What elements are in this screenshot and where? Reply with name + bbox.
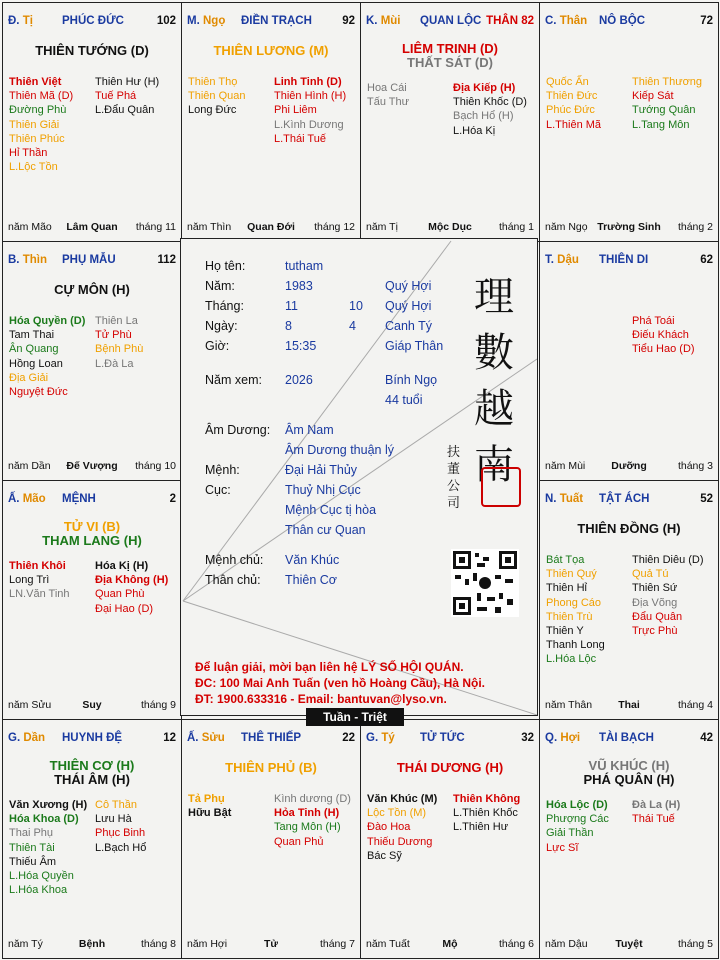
minor-star: Đại Hao (D) bbox=[95, 602, 154, 615]
palace-ti[interactable] bbox=[2, 2, 182, 242]
main-star: THIÊN TƯỚNG (D) bbox=[35, 43, 149, 58]
palace-header bbox=[545, 254, 713, 268]
palace-footer bbox=[187, 221, 355, 235]
palace-footer bbox=[366, 221, 534, 235]
minor-star: LN.Văn Tinh bbox=[9, 588, 70, 601]
info-can-chi: Giáp Thân bbox=[385, 339, 444, 353]
minor-star: Thiên Thọ bbox=[188, 76, 238, 88]
center-info-panel: Họ tên: tutham Năm: 1983 Quý Hợi Tháng: 11 10 Quý Hợi Ngày: 8 4 Canh Tý Giờ: 15:35 Giáp Thân Năm xem: 2026 Bính Ngọ 44 tuổi Âm Dương: Âm Nam Âm Dương thuận lý Mệnh: Đại Hải Thủy Cục: Thuỷ Nhị Cục Mệnh Cục tị hòa Thân cư Quan Mệnh chủ: Văn Khúc Thân chủ: Thiên Cơ 理 數 越 南 扶董公司 Để luận giải, mời bạn liên hệ LÝ SỐ HỘI QUÁN. ĐC: 100 Mai Anh Tuấn (ven hồ Hoàng Cầu), Hà Nội. ĐT: 1900.633316 - Email: bantuvan@lyso.vn. bbox=[180, 238, 538, 716]
qr-code[interactable] bbox=[451, 549, 519, 617]
palace-number: THÂN 82 bbox=[486, 15, 534, 27]
minor-star: Thiên Quan bbox=[188, 90, 246, 103]
chi: Mão bbox=[22, 493, 46, 505]
info-value: 8 bbox=[285, 319, 292, 333]
minor-star: Thiên Sứ bbox=[632, 582, 678, 595]
minor-star: Hóa Khoa (D) bbox=[9, 813, 79, 826]
truong-sinh-stage: Mộ bbox=[442, 938, 458, 950]
palace-ngo[interactable] bbox=[181, 2, 361, 242]
minor-star: Lưu Hà bbox=[95, 813, 132, 826]
can: C. bbox=[545, 15, 557, 27]
year-label: năm Thìn bbox=[187, 221, 232, 233]
palace-footer bbox=[8, 221, 176, 235]
stars-right bbox=[632, 553, 704, 638]
palace-number: 22 bbox=[342, 732, 355, 744]
chi: Dậu bbox=[557, 254, 579, 266]
minor-star: L.Hóa Lộc bbox=[546, 653, 597, 666]
month-label: tháng 4 bbox=[677, 699, 713, 711]
month-label: tháng 12 bbox=[314, 221, 355, 233]
calligraphy-char: 南 bbox=[474, 442, 514, 488]
palace-header bbox=[366, 732, 534, 746]
palace-number: 32 bbox=[521, 732, 534, 744]
tuan-triet-badge: Tuần - Triệt bbox=[306, 708, 404, 726]
main-star: THIÊN CƠ (H) bbox=[49, 758, 135, 773]
palace-can-chi bbox=[8, 15, 33, 27]
palace-mui[interactable] bbox=[360, 2, 540, 242]
month-label: tháng 9 bbox=[140, 699, 176, 711]
minor-star: L.Thiên Khốc bbox=[453, 807, 518, 820]
info-label: Họ tên: bbox=[205, 259, 246, 273]
minor-star: Cô Thần bbox=[95, 799, 137, 811]
minor-star: Hóa Lộc (D) bbox=[546, 799, 608, 811]
year-label: năm Thân bbox=[545, 699, 593, 711]
main-star: LIÊM TRINH (D) bbox=[401, 41, 499, 56]
minor-star: Thanh Long bbox=[546, 639, 605, 652]
minor-star: Kiếp Sát bbox=[632, 90, 674, 103]
main-star: THIÊN LƯƠNG (M) bbox=[213, 43, 329, 58]
palace-number: 52 bbox=[700, 493, 713, 505]
truong-sinh-stage: Tử bbox=[263, 938, 279, 950]
minor-star: Quốc Ấn bbox=[546, 76, 589, 88]
stars-left bbox=[9, 75, 73, 174]
palace-hoi[interactable] bbox=[539, 719, 719, 959]
minor-star: Văn Khúc (M) bbox=[367, 793, 438, 805]
palace-suu[interactable] bbox=[181, 719, 361, 959]
month-label: tháng 7 bbox=[319, 938, 355, 950]
minor-star: L.Tang Môn bbox=[632, 118, 690, 131]
info-lunar-value: 10 bbox=[349, 299, 363, 313]
minor-star: Thiên Hình (H) bbox=[274, 90, 347, 103]
minor-star: Đẩu Quân bbox=[632, 610, 683, 623]
palace-footer bbox=[8, 460, 176, 474]
minor-star: Địa Võng bbox=[632, 596, 678, 609]
minor-star: Tả Phụ bbox=[188, 793, 225, 805]
stars-left bbox=[367, 81, 409, 109]
stars-left bbox=[188, 75, 245, 118]
minor-star: Phá Toái bbox=[632, 315, 675, 327]
minor-star: Tuế Phá bbox=[95, 90, 137, 103]
palace-can-chi bbox=[545, 254, 579, 266]
stars-left bbox=[9, 798, 87, 897]
chi: Thìn bbox=[22, 254, 47, 266]
stars-left bbox=[546, 75, 601, 132]
contact-line-2: ĐC: 100 Mai Anh Tuấn (ven hồ Hoàng Cầu), Hà Nội. bbox=[195, 676, 486, 690]
minor-star: Thái Tuế bbox=[632, 813, 675, 826]
palace-footer bbox=[545, 460, 713, 474]
year-label: năm Mùi bbox=[545, 460, 586, 472]
stars-right bbox=[95, 798, 146, 855]
truong-sinh-stage: Trường Sinh bbox=[597, 221, 661, 233]
palace-dan[interactable] bbox=[2, 719, 182, 959]
minor-star: Thiên Phúc bbox=[9, 132, 65, 145]
main-star: PHÁ QUÂN (H) bbox=[583, 772, 675, 787]
minor-star: L.Kình Dương bbox=[274, 118, 344, 131]
palace-name: THÊ THIẾP bbox=[241, 732, 302, 744]
can: Đ. bbox=[8, 15, 20, 27]
minor-star: Thai Phụ bbox=[9, 827, 54, 840]
minor-star: L.Thiên Mã bbox=[546, 118, 602, 131]
stars-right bbox=[632, 314, 695, 357]
minor-star: Tiểu Hao (D) bbox=[632, 343, 695, 356]
minor-star: Đà La (H) bbox=[632, 799, 681, 811]
palace-thin[interactable] bbox=[2, 241, 182, 481]
palace-footer bbox=[187, 938, 355, 952]
chi: Sửu bbox=[201, 732, 225, 744]
year-label: năm Tuất bbox=[366, 938, 410, 950]
palace-name: THIÊN DI bbox=[599, 254, 649, 266]
stars-left bbox=[9, 559, 70, 602]
minor-star: L.Hóa Khoa bbox=[9, 884, 68, 897]
can: G. bbox=[366, 732, 379, 744]
can: Q. bbox=[545, 732, 558, 744]
year-label: năm Dậu bbox=[545, 938, 588, 950]
minor-star: Quan Phù bbox=[95, 588, 145, 601]
calligraphy-char: 理 bbox=[474, 274, 514, 320]
palace-than[interactable] bbox=[539, 2, 719, 242]
main-star: THÁI DƯƠNG (H) bbox=[396, 760, 504, 775]
minor-star: Hỏa Tinh (H) bbox=[274, 807, 340, 820]
contact-line-3: ĐT: 1900.633316 - Email: bantuvan@lyso.vn. bbox=[195, 692, 447, 706]
truong-sinh-stage: Đế Vượng bbox=[66, 460, 118, 472]
palace-name: TỬ TỨC bbox=[420, 732, 465, 744]
stars-right bbox=[95, 559, 168, 616]
can: K. bbox=[366, 15, 378, 27]
minor-star: Tang Môn (H) bbox=[274, 821, 341, 834]
palace-footer bbox=[8, 938, 176, 952]
main-star: VŨ KHÚC (H) bbox=[588, 758, 670, 773]
minor-star: Bát Tọa bbox=[546, 554, 585, 566]
minor-star: Thiên Y bbox=[546, 624, 584, 637]
minor-star: L.Bạch Hổ bbox=[95, 841, 147, 854]
palace-can-chi bbox=[8, 254, 47, 266]
stars-right bbox=[95, 75, 159, 118]
minor-star: Trực Phù bbox=[632, 624, 678, 637]
stars-right bbox=[632, 798, 680, 826]
contact-line-1: Để luận giải, mời bạn liên hệ LÝ SỐ HỘI QUÁN. bbox=[195, 660, 464, 674]
truong-sinh-stage: Thai bbox=[618, 699, 640, 711]
palace-header bbox=[8, 254, 176, 268]
palace-tuat[interactable] bbox=[539, 480, 719, 720]
minor-star: Bệnh Phù bbox=[95, 343, 144, 356]
palace-name: PHỤ MẪU bbox=[62, 254, 116, 266]
info-lunar-value: 4 bbox=[349, 319, 356, 333]
stars-right bbox=[95, 314, 143, 371]
palace-ty[interactable] bbox=[360, 719, 540, 959]
minor-star: Lộc Tồn (M) bbox=[367, 807, 427, 820]
minor-star: Thiên Đức bbox=[546, 90, 598, 103]
palace-header bbox=[8, 15, 176, 29]
palace-can-chi bbox=[8, 732, 45, 744]
palace-number: 72 bbox=[700, 15, 713, 27]
year-label: năm Tý bbox=[8, 938, 43, 950]
palace-number: 12 bbox=[163, 732, 176, 744]
truong-sinh-stage: Lâm Quan bbox=[66, 221, 118, 233]
palace-name: MỆNH bbox=[62, 493, 96, 505]
palace-header bbox=[545, 15, 713, 29]
minor-star: Đào Hoa bbox=[367, 821, 411, 834]
palace-dau[interactable] bbox=[539, 241, 719, 481]
palace-name: QUAN LỘC bbox=[420, 15, 482, 27]
palace-footer bbox=[545, 938, 713, 952]
main-star: THIÊN ĐỒNG (H) bbox=[577, 521, 681, 536]
minor-star: L.Hóa Kị bbox=[453, 124, 496, 137]
minor-star: Tử Phù bbox=[95, 329, 132, 342]
can: N. bbox=[545, 493, 557, 505]
minor-star: Hữu Bật bbox=[188, 807, 232, 820]
palace-can-chi bbox=[545, 732, 580, 744]
palace-header bbox=[8, 732, 176, 746]
month-label: tháng 8 bbox=[140, 938, 176, 950]
year-label: năm Dần bbox=[8, 460, 51, 472]
chi: Hợi bbox=[560, 732, 581, 744]
minor-star: Thiên Không bbox=[453, 793, 521, 805]
palace-mao[interactable] bbox=[2, 480, 182, 720]
minor-star: Văn Xương (H) bbox=[9, 799, 88, 811]
month-label: tháng 11 bbox=[135, 221, 176, 233]
stars-left bbox=[188, 792, 231, 820]
calligraphy-logo bbox=[469, 269, 519, 493]
palace-name: TẬT ÁCH bbox=[599, 493, 650, 505]
stars-left bbox=[546, 798, 609, 855]
minor-star: Hồng Loan bbox=[9, 357, 63, 370]
main-star: TỬ VI (B) bbox=[63, 519, 121, 534]
main-star: THÁI ÂM (H) bbox=[54, 772, 130, 787]
minor-star: Lực Sĩ bbox=[546, 841, 579, 854]
truong-sinh-stage: Tuyệt bbox=[615, 938, 643, 950]
palace-can-chi bbox=[366, 15, 401, 27]
minor-star: Nguyệt Đức bbox=[9, 385, 68, 398]
palace-footer bbox=[545, 221, 713, 235]
palace-header bbox=[366, 15, 534, 29]
minor-star: L.Thái Tuế bbox=[274, 132, 326, 145]
minor-star: L.Đà La bbox=[95, 357, 134, 370]
minor-star: Giải Thần bbox=[546, 827, 594, 840]
minor-star: Thiên Diêu (D) bbox=[632, 554, 704, 566]
info-can-chi: Canh Tý bbox=[385, 319, 433, 333]
palace-footer bbox=[545, 699, 713, 713]
year-label: năm Tị bbox=[366, 221, 398, 233]
stars-right bbox=[453, 81, 527, 138]
minor-star: Thiên La bbox=[95, 315, 138, 327]
palace-number: 112 bbox=[157, 254, 176, 266]
palace-name: NÔ BỘC bbox=[599, 15, 645, 27]
palace-can-chi bbox=[545, 493, 583, 505]
month-label: tháng 3 bbox=[677, 460, 713, 472]
palace-number: 62 bbox=[700, 254, 713, 266]
palace-can-chi bbox=[366, 732, 395, 744]
palace-header bbox=[545, 493, 713, 507]
palace-header bbox=[187, 15, 355, 29]
minor-star: L.Thiên Hư bbox=[453, 821, 509, 834]
info-can-chi: Quý Hợi bbox=[385, 299, 432, 313]
minor-star: Phi Liêm bbox=[274, 104, 317, 117]
minor-star: Phong Cáo bbox=[546, 596, 602, 609]
can: T. bbox=[545, 254, 554, 266]
minor-star: Địa Kiếp (H) bbox=[453, 82, 516, 94]
minor-star: Hóa Quyền (D) bbox=[9, 315, 86, 327]
stars-right bbox=[274, 792, 351, 849]
palace-number: 42 bbox=[700, 732, 713, 744]
month-label: tháng 10 bbox=[135, 460, 176, 472]
minor-star: Thiên Mã (D) bbox=[9, 90, 74, 103]
stars-right bbox=[632, 75, 702, 132]
truong-sinh-stage: Quan Đới bbox=[247, 221, 295, 233]
info-value: 15:35 bbox=[285, 339, 317, 353]
minor-star: Linh Tinh (D) bbox=[274, 76, 342, 88]
info-label: Năm: bbox=[205, 279, 235, 293]
palace-name: HUYNH ĐỆ bbox=[62, 732, 123, 744]
minor-star: Phục Binh bbox=[95, 827, 146, 840]
minor-star: Hỉ Thần bbox=[9, 146, 48, 159]
minor-star: Tướng Quân bbox=[632, 104, 696, 117]
minor-star: Tam Thai bbox=[9, 329, 55, 342]
info-value: 1983 bbox=[285, 279, 313, 293]
chi: Mùi bbox=[380, 15, 401, 27]
chi: Tuất bbox=[559, 493, 584, 505]
minor-star: Thiên Hư (H) bbox=[95, 76, 160, 88]
year-label: năm Mão bbox=[8, 221, 52, 233]
minor-star: Thiên Khôi bbox=[9, 560, 66, 572]
minor-star: Hóa Kị (H) bbox=[95, 560, 149, 572]
info-label: Ngày: bbox=[205, 319, 238, 333]
can: Ấ. bbox=[8, 493, 20, 505]
truong-sinh-stage: Suy bbox=[82, 699, 102, 711]
minor-star: Kình dương (D) bbox=[274, 793, 351, 805]
year-label: năm Ngọ bbox=[545, 221, 588, 233]
palace-header bbox=[187, 732, 355, 746]
minor-star: Quan Phủ bbox=[274, 835, 324, 848]
minor-star: Bạch Hổ (H) bbox=[453, 110, 514, 123]
truong-sinh-stage: Mộc Dục bbox=[428, 221, 472, 233]
stars-left bbox=[367, 792, 437, 863]
minor-star: Điếu Khách bbox=[632, 329, 689, 342]
minor-star: Thiên Khốc (D) bbox=[453, 96, 527, 109]
stars-right bbox=[453, 792, 520, 835]
main-star: THAM LANG (H) bbox=[42, 533, 142, 548]
can: G. bbox=[8, 732, 21, 744]
seal-small-text: 扶董公司 bbox=[447, 445, 461, 511]
palace-name: ĐIỀN TRẠCH bbox=[241, 15, 312, 27]
minor-star: Thiên Việt bbox=[9, 76, 62, 88]
chi: Tị bbox=[22, 15, 33, 27]
palace-can-chi bbox=[187, 732, 225, 744]
minor-star: Long Trì bbox=[9, 574, 50, 587]
palace-number: 92 bbox=[342, 15, 355, 27]
minor-star: Quả Tú bbox=[632, 568, 669, 581]
stars-left bbox=[546, 553, 605, 667]
red-seal bbox=[481, 467, 521, 507]
info-label: Giờ: bbox=[205, 339, 230, 353]
minor-star: L.Lộc Tồn bbox=[9, 161, 58, 174]
chi: Dần bbox=[23, 732, 46, 744]
minor-star: Long Đức bbox=[188, 104, 237, 117]
info-value: tutham bbox=[285, 259, 324, 273]
minor-star: Thiên Tài bbox=[9, 841, 55, 854]
palace-number: 102 bbox=[156, 15, 176, 27]
minor-star: L.Hóa Quyền bbox=[9, 869, 74, 882]
info-value: 11 bbox=[285, 299, 298, 313]
palace-number: 2 bbox=[169, 493, 176, 505]
minor-star: Bác Sỹ bbox=[367, 849, 402, 862]
minor-star: Thiếu Âm bbox=[9, 855, 57, 868]
minor-star: Phượng Các bbox=[546, 813, 609, 826]
minor-star: Thiên Thương bbox=[632, 76, 703, 88]
palace-can-chi bbox=[187, 15, 225, 27]
year-label: năm Sửu bbox=[8, 699, 52, 711]
minor-star: Tấu Thư bbox=[367, 96, 410, 109]
palace-footer bbox=[366, 938, 534, 952]
month-label: tháng 1 bbox=[498, 221, 534, 233]
minor-star: Thiếu Dương bbox=[367, 835, 433, 848]
minor-star: Thiên Quý bbox=[546, 568, 597, 581]
main-star: THIÊN PHỦ (B) bbox=[225, 760, 317, 775]
palace-name: PHÚC ĐỨC bbox=[62, 15, 124, 27]
truong-sinh-stage: Bệnh bbox=[78, 938, 106, 950]
chi: Tý bbox=[381, 732, 395, 744]
chi: Ngọ bbox=[202, 15, 226, 27]
minor-star: Địa Giải bbox=[9, 371, 49, 384]
month-label: tháng 2 bbox=[677, 221, 713, 233]
truong-sinh-stage: Dưỡng bbox=[611, 460, 647, 472]
minor-star: Địa Không (H) bbox=[95, 574, 169, 587]
month-label: tháng 5 bbox=[677, 938, 713, 950]
can: M. bbox=[187, 15, 200, 27]
month-label: tháng 6 bbox=[498, 938, 534, 950]
palace-name: TÀI BẠCH bbox=[599, 732, 654, 744]
palace-header bbox=[8, 493, 176, 507]
main-star: THẤT SÁT (D) bbox=[407, 55, 493, 70]
stars-left bbox=[9, 314, 85, 399]
minor-star: Thiên Giải bbox=[9, 118, 60, 131]
stars-right bbox=[274, 75, 346, 146]
minor-star: Đường Phù bbox=[9, 104, 67, 117]
info-can-chi: Quý Hợi bbox=[385, 279, 432, 293]
minor-star: Ân Quang bbox=[9, 343, 59, 356]
can: Ấ. bbox=[187, 732, 199, 744]
palace-can-chi bbox=[8, 493, 46, 505]
main-star: CỰ MÔN (H) bbox=[54, 282, 130, 297]
minor-star: Hoa Cái bbox=[367, 82, 407, 94]
calligraphy-char: 越 bbox=[474, 386, 514, 432]
palace-footer bbox=[8, 699, 176, 713]
minor-star: Thiên Trù bbox=[546, 610, 593, 623]
calligraphy-char: 數 bbox=[474, 330, 514, 376]
info-label: Tháng: bbox=[205, 299, 244, 313]
minor-star: Phúc Đức bbox=[546, 104, 595, 117]
can: B. bbox=[8, 254, 20, 266]
minor-star: Thiên Hỉ bbox=[546, 582, 587, 595]
chi: Thân bbox=[559, 15, 588, 27]
minor-star: L.Đẩu Quân bbox=[95, 104, 155, 117]
year-label: năm Hợi bbox=[187, 938, 228, 950]
palace-header bbox=[545, 732, 713, 746]
palace-can-chi bbox=[545, 15, 587, 27]
